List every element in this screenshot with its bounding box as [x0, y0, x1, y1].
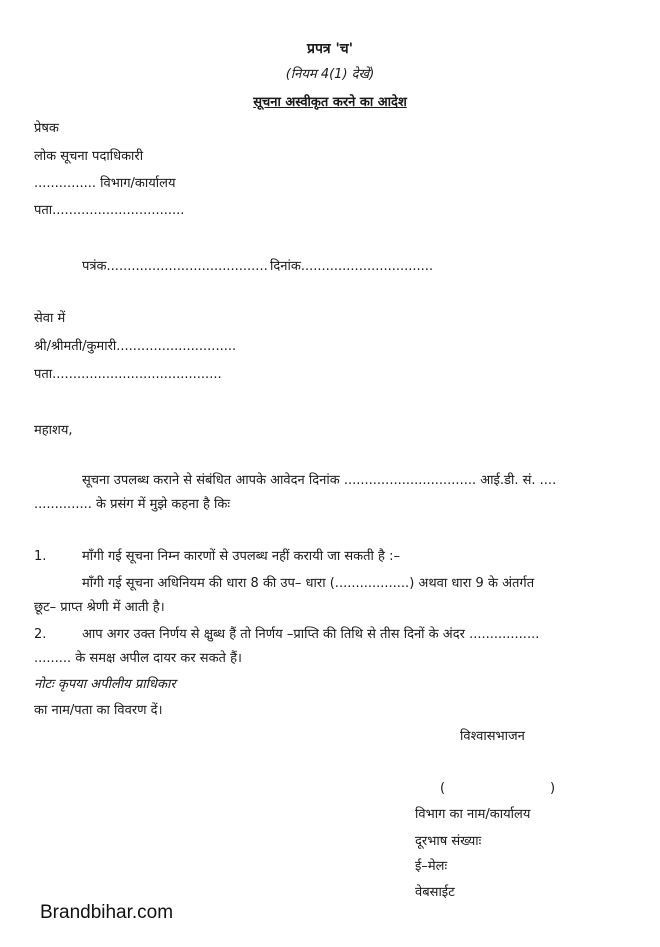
- recipient-address: पता.........................................: [34, 367, 222, 382]
- item1-line2: माँगी गई सूचना अधिनियम की धारा 8 की उप– धारा (..................) अथवा धारा 9 के अंतर्गत: [82, 576, 535, 591]
- recipient-name: श्री/श्रीमती/कुमारी.............................: [34, 339, 237, 354]
- form-title: प्रपत्र 'च': [307, 41, 353, 57]
- para1-line2: .............. के प्रसंग में मुझे कहना है किः: [34, 497, 230, 512]
- para1-line1: सूचना उपलब्ध कराने से संबंधित आपके आवेदन दिनांक ................................ आई.डी. सं. ....: [82, 473, 557, 488]
- item1-line3: छूट– प्राप्त श्रेणी में आती है।: [34, 600, 165, 615]
- signature-website: वेबसाईट: [415, 885, 455, 900]
- item2-number: 2.: [34, 627, 47, 642]
- signature-paren-open: (: [440, 781, 446, 796]
- sender-label: प्रेषक: [34, 121, 59, 136]
- item1-number: 1.: [34, 549, 47, 564]
- item2-line2: ......... के समक्ष अपील दायर कर सकते हैं।: [34, 651, 242, 666]
- signature-email: ई–मेलः: [415, 859, 448, 874]
- letter-number: पत्रंक.......................................: [82, 259, 268, 274]
- letter-date: दिनांक................................: [270, 259, 434, 274]
- rule-reference: (नियम 4(1) देखें): [285, 67, 375, 82]
- recipient-label: सेवा में: [34, 311, 66, 326]
- sender-address: पता................................: [34, 203, 185, 218]
- note-line1: नोटः कृपया अपीलीय प्राधिकार: [34, 677, 176, 692]
- sender-department: ............... विभाग/कार्यालय: [34, 176, 176, 191]
- watermark-text: Brandbihar.com: [40, 902, 174, 923]
- signature-paren-close: ): [550, 781, 556, 796]
- signature-phone: दूरभाष संख्याः: [415, 834, 482, 849]
- signature-closing: विश्वासभाजन: [460, 729, 525, 744]
- note-line2: का नाम/पता का विवरण दें।: [34, 703, 163, 718]
- sender-designation: लोक सूचना पदाधिकारी: [34, 149, 144, 164]
- salutation: महाशय,: [34, 423, 73, 438]
- form-heading: सूचना अस्वीकृत करने का आदेश: [253, 95, 407, 110]
- item2-line1: आप अगर उक्त निर्णय से क्षुब्ध हैं तो निर्णय –प्राप्ति की तिथि से तीस दिनों के अंदर .................: [82, 627, 540, 642]
- item1-line1: माँगी गई सूचना निम्न कारणों से उपलब्ध नहीं करायी जा सकती है :–: [82, 549, 400, 564]
- signature-department: विभाग का नाम/कार्यालय: [415, 807, 531, 822]
